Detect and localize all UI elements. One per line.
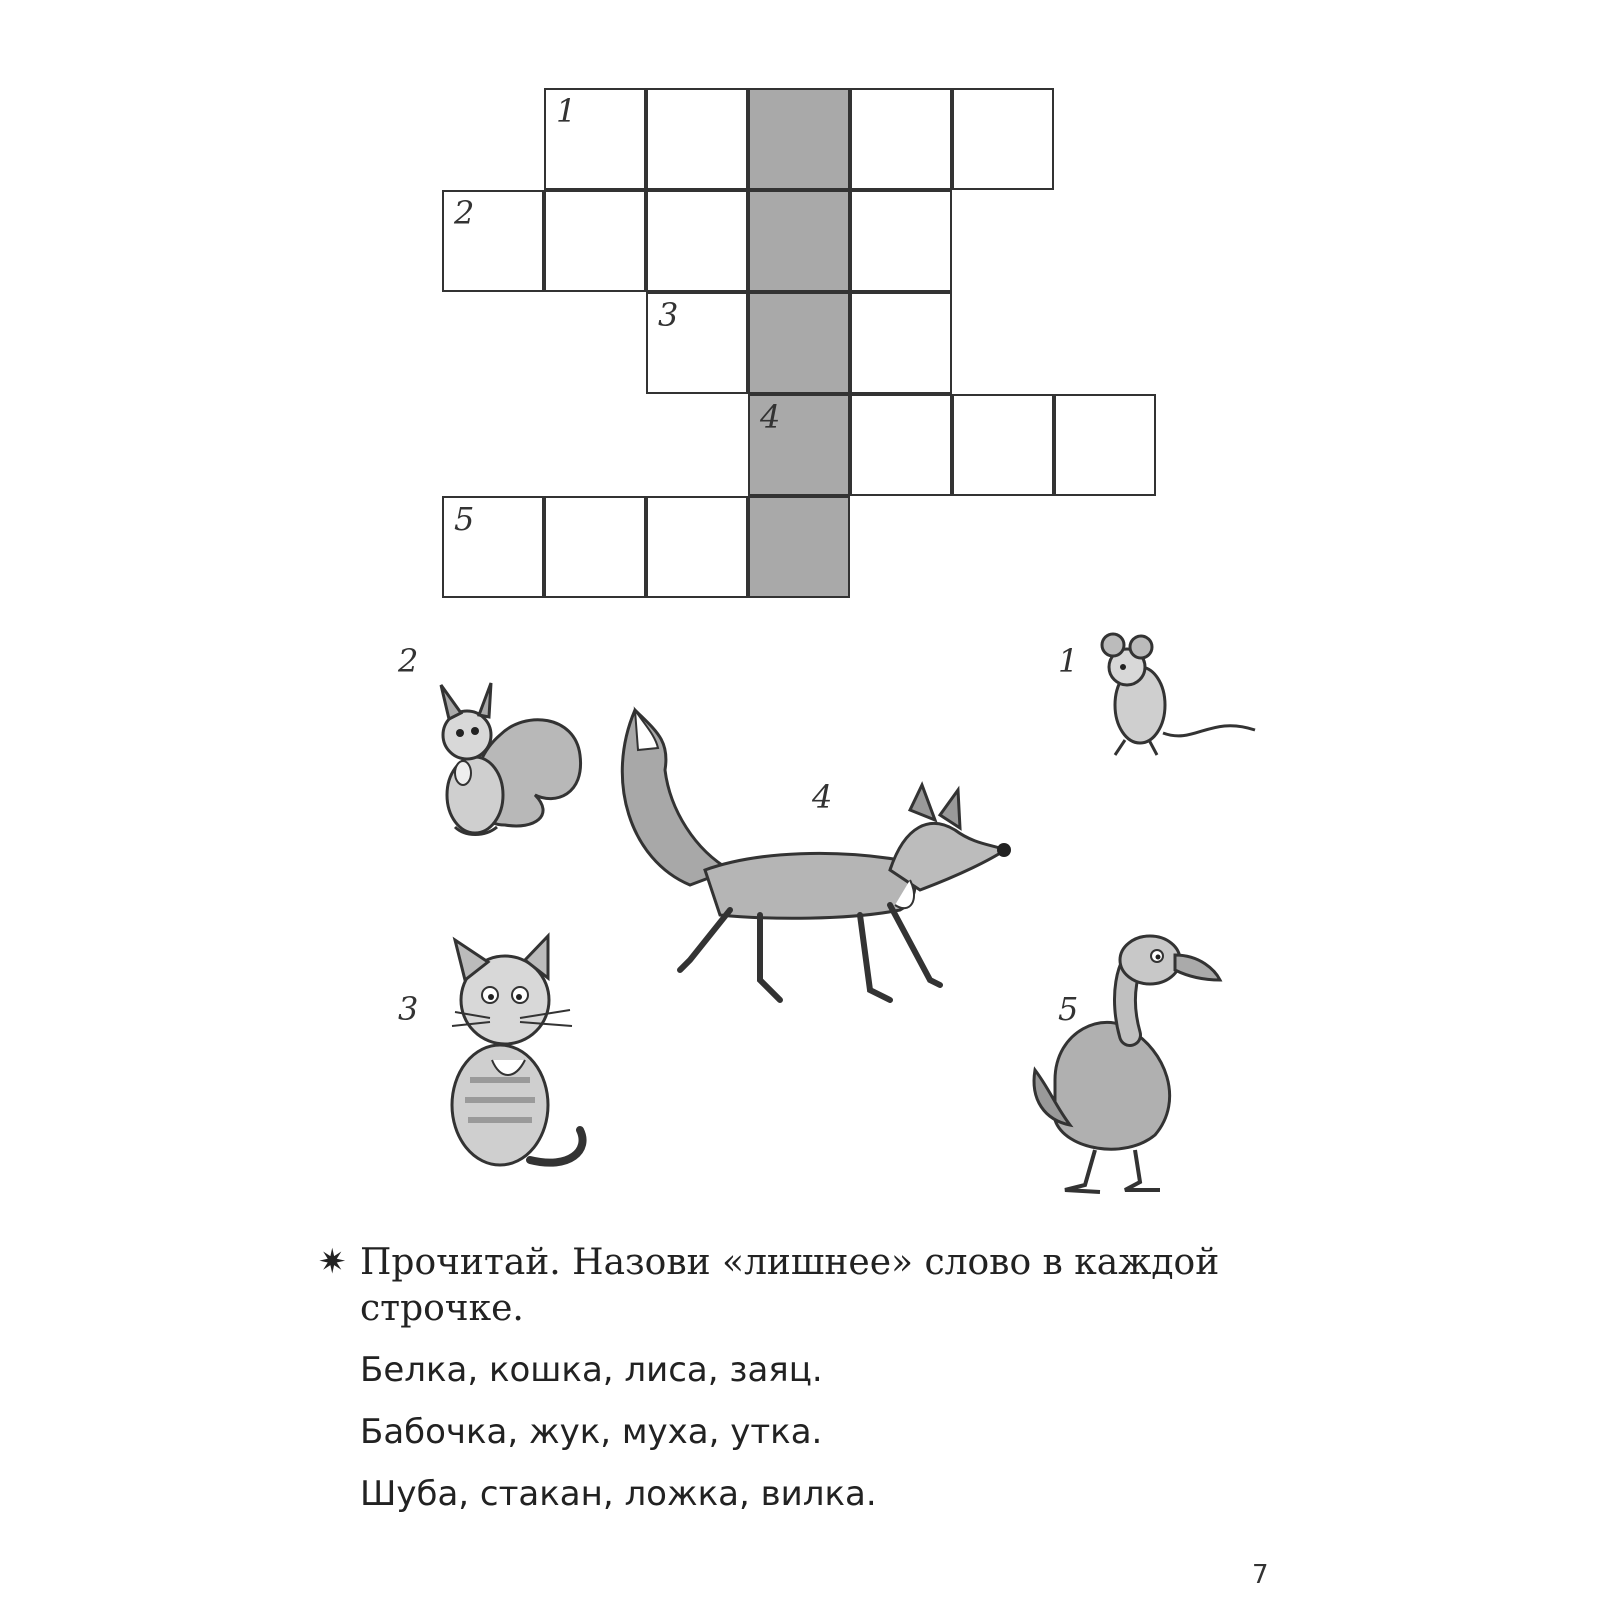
crossword-cell[interactable] bbox=[850, 88, 952, 190]
crossword-cell[interactable] bbox=[1054, 394, 1156, 496]
crossword-cell-key[interactable] bbox=[748, 292, 850, 394]
mouse-label: 1 bbox=[1058, 642, 1079, 680]
mouse-illustration bbox=[1085, 625, 1260, 770]
fox-illustration bbox=[610, 700, 1030, 1030]
squirrel-label: 2 bbox=[398, 642, 419, 680]
fox-label: 4 bbox=[812, 778, 833, 816]
task-marker-icon: ✷ bbox=[318, 1242, 347, 1282]
crossword-cell[interactable] bbox=[850, 190, 952, 292]
clue-number-5: 5 bbox=[454, 500, 475, 538]
clue-number-2: 2 bbox=[454, 194, 475, 232]
cat-label: 3 bbox=[398, 990, 419, 1028]
task-line-2: Бабочка, жук, муха, утка. bbox=[360, 1412, 823, 1452]
crossword-cell-key[interactable] bbox=[748, 88, 850, 190]
crossword-cell-key[interactable] bbox=[748, 190, 850, 292]
crossword-grid bbox=[0, 0, 1600, 620]
crossword-cell[interactable] bbox=[850, 394, 952, 496]
crossword-cell[interactable] bbox=[952, 394, 1054, 496]
duck-label: 5 bbox=[1058, 990, 1079, 1028]
clue-number-4: 4 bbox=[760, 398, 781, 436]
crossword-cell[interactable] bbox=[952, 88, 1054, 190]
clue-number-1: 1 bbox=[556, 92, 577, 130]
task-instruction: Прочитай. Назови «лишнее» слово в каждой строчке. bbox=[360, 1242, 1220, 1329]
cat-illustration bbox=[430, 930, 610, 1185]
crossword-cell-key[interactable] bbox=[748, 496, 850, 598]
duck-illustration bbox=[1025, 920, 1225, 1205]
page-number: 7 bbox=[1252, 1560, 1269, 1590]
clue-number-3: 3 bbox=[658, 296, 679, 334]
crossword-cell[interactable] bbox=[646, 88, 748, 190]
crossword-cell[interactable] bbox=[850, 292, 952, 394]
crossword-cell[interactable] bbox=[544, 496, 646, 598]
crossword-cell[interactable] bbox=[646, 496, 748, 598]
crossword-cell[interactable] bbox=[544, 190, 646, 292]
task-line-3: Шуба, стакан, ложка, вилка. bbox=[360, 1474, 877, 1514]
squirrel-illustration bbox=[405, 675, 595, 855]
crossword-cell[interactable] bbox=[646, 190, 748, 292]
task-line-1: Белка, кошка, лиса, заяц. bbox=[360, 1350, 823, 1390]
